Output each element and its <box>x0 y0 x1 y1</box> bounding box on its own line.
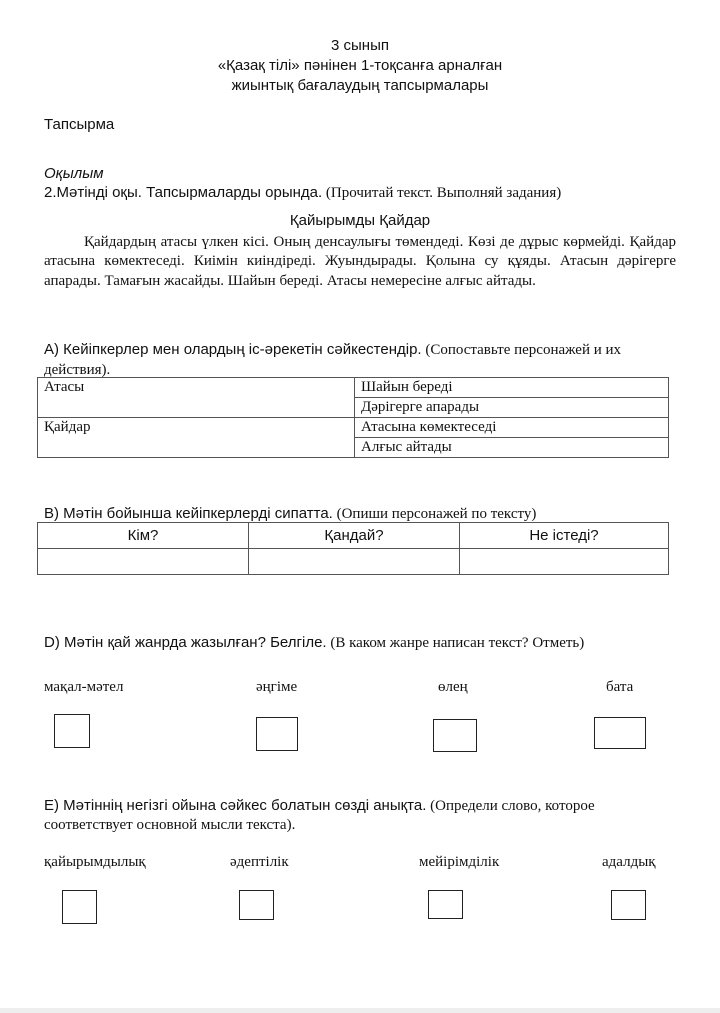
header-what-did: Не істеді? <box>460 523 669 549</box>
instruction-main: 2.Мәтінді оқы. Тапсырмаларды орында. <box>44 184 323 201</box>
grade-heading: 3 сынып <box>331 37 389 54</box>
genre-option-label: өлең <box>438 679 468 695</box>
task-b-hint: (Опиши персонажей по тексту) <box>336 506 537 522</box>
genre-option-label: бата <box>606 679 634 695</box>
instruction-hint: (Прочитай текст. Выполняй задания) <box>325 185 562 201</box>
page-bottom-edge <box>0 1008 720 1013</box>
describe-table <box>37 522 669 575</box>
genre-checkbox[interactable] <box>256 717 298 751</box>
task-a-hint: (Сопоставьте персонажей и их действия). <box>44 342 622 378</box>
genre-checkbox[interactable] <box>54 714 90 748</box>
answer-what-did[interactable] <box>460 549 669 575</box>
section-title: Оқылым <box>44 165 104 182</box>
text-body: Қайдардың атасы үлкен кісі. Оның денсаулығы төмендеді. Көзі де дұрыс көрмейді. Қайдар атасына көмектеседі. Киімін киіндіреді. Жуындырады. Қолына су құяды. Атасын дәрігерге апарады. Тамағын жасайды. Шайын береді. Атасы немересіне алғыс айтады. <box>44 234 676 289</box>
task-d-hint: (В каком жанре написан текст? Отметь) <box>330 635 585 651</box>
word-checkbox[interactable] <box>611 890 646 920</box>
task-b-instruction <box>44 504 684 524</box>
task-a-instruction <box>44 340 684 380</box>
instruction <box>44 183 684 203</box>
header-what-kind: Қандай? <box>249 523 460 549</box>
task-a-main: А) Кейіпкерлер мен олардың іс-әрекетін сәйкестендір. <box>44 341 422 358</box>
answer-what-kind[interactable] <box>249 549 460 575</box>
word-checkbox[interactable] <box>62 890 97 924</box>
genre-checkbox[interactable] <box>433 719 477 752</box>
character-cell: Атасы <box>38 378 355 418</box>
word-option-label: қайырымдылық <box>44 854 146 870</box>
genre-checkbox[interactable] <box>594 717 646 749</box>
action-cell: Атасына көмектеседі <box>355 418 669 438</box>
genre-option-label: мақал-мәтел <box>44 679 124 695</box>
task-e-instruction <box>44 796 684 835</box>
task-label: Тапсырма <box>44 116 115 133</box>
task-e-hint: (Определи слово, которое соответствует основной мысли текста). <box>44 798 595 833</box>
word-checkbox[interactable] <box>239 890 274 920</box>
subject-heading: «Қазақ тілі» пәнінен 1-тоқсанға арналған <box>217 57 503 74</box>
task-e-main: Е) Мәтіннің негізгі ойына сәйкес болатын сөзді анықта. <box>44 797 427 814</box>
header-who: Кім? <box>38 523 249 549</box>
answer-who[interactable] <box>38 549 249 575</box>
genre-option-label: әңгіме <box>256 679 298 695</box>
matching-table <box>37 377 669 458</box>
task-d-main: D) Мәтін қай жанрда жазылған? Белгіле. <box>44 634 327 651</box>
action-cell: Шайын береді <box>355 378 669 398</box>
word-checkbox[interactable] <box>428 890 463 919</box>
word-option-label: мейірімділік <box>419 854 500 870</box>
word-option-label: әдептілік <box>230 854 289 870</box>
character-cell: Қайдар <box>38 418 355 458</box>
assessment-heading: жиынтық бағалаудың тапсырмалары <box>231 77 489 94</box>
task-b-main: В) Мәтін бойынша кейіпкерлерді сипатта. <box>44 505 333 522</box>
word-option-label: адалдық <box>602 854 656 870</box>
action-cell: Дәрігерге апарады <box>355 398 669 418</box>
action-cell: Алғыс айтады <box>355 438 669 458</box>
text-title: Қайырымды Қайдар <box>289 212 431 229</box>
task-d-instruction <box>44 633 684 653</box>
